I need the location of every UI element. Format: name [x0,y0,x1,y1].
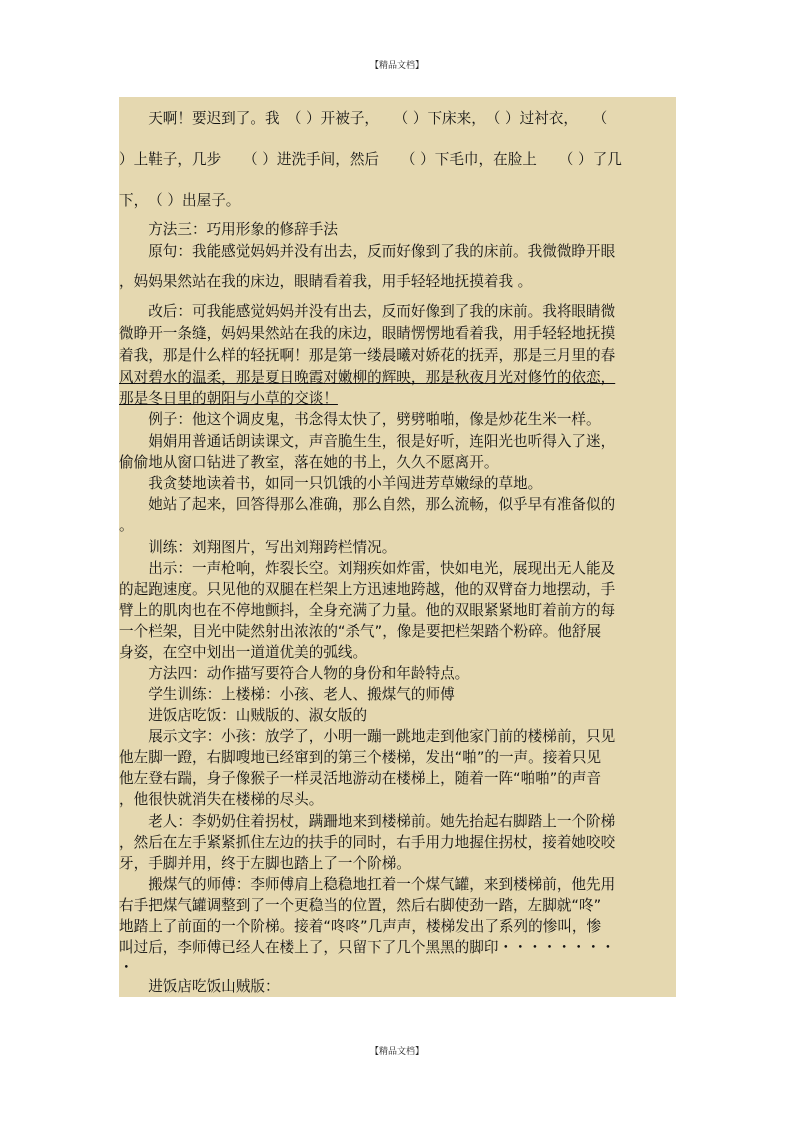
text-line: 微睁开一条缝，妈妈果然站在我的床边，眼睛愣愣地看着我，用手轻轻地抚摸 [119,325,616,342]
text-line: 叫过后，李师傅已经人在楼上了，只留下了几个黑黑的脚印・・・・・・・・ [119,939,616,956]
text-line: 我贪婪地读着书，如同一只饥饿的小羊闯进芳草嫩绿的草地。 [119,475,543,492]
underlined-line: 风对碧水的温柔，那是夏日晚霞对嫩柳的辉映，那是秋夜月光对修竹的依恋， [119,369,616,386]
text-line: 一个栏架，目光中陡然射出浓浓的“杀气”，像是要把栏架踏个粉碎。他舒展 [119,623,602,640]
text-line: 展示文字：小孩：放学了，小明一蹦一跳地走到他家门前的楼梯前，只见 [119,728,616,745]
section-heading: 方法四：动作描写要符合人物的身份和年龄特点。 [119,665,470,682]
text-line: 臂上的肌肉也在不停地颤抖，全身充满了力量。他的双眼紧紧地盯着前方的每 [119,602,616,619]
text-line: 的起跑速度。只见他的双腿在栏架上方迅速地跨越，他的双臂奋力地摆动，手 [119,581,616,598]
text-line: 例子：他这个调皮鬼，书念得太快了，劈劈啪啪，像是炒花生米一样。 [119,411,601,428]
page-footer: 【精品文档】 [369,1047,424,1057]
text-line: 地踏上了前面的一个阶梯。接着“咚咚”几声声，楼梯发出了系列的惨叫，惨 [119,918,602,935]
page-header: 【精品文档】 [369,61,424,71]
text-line: 她站了起来，回答得那么准确，那么自然，那么流畅，似乎早有准备似的 [119,496,616,513]
text-line: 牙，手脚并用，终于左脚也踏上了一个阶梯。 [119,855,411,872]
text-line: ，妈妈果然站在我的床边，眼睛看着我，用手轻轻地抚摸着我 。 [119,273,533,290]
text-line: 他左脚一蹬，右脚嗖地已经窜到的第三个楼梯，发出“啪”的一声。接着只见 [119,749,602,766]
text-line: 下， （ ）出屋子。 [119,192,241,209]
text-line: 原句：我能感觉妈妈并没有出去，反而好像到了我的床前。我微微睁开眼 [119,243,616,260]
text-line: 右手把煤气罐调整到了一个更稳当的位置，然后右脚使劲一踏，左脚就“咚” [119,897,602,914]
section-heading: 方法三：巧用形象的修辞手法 [119,221,338,238]
text-line: 他左登右踹，身子像猴子一样灵活地游动在楼梯上，随着一阵“啪啪”的声音 [119,770,602,787]
text-line: ，他很快就消失在楼梯的尽头。 [119,791,324,808]
text-line: 。 [119,517,134,534]
text-line: 训练：刘翔图片，写出刘翔跨栏情况。 [119,539,397,556]
text-line: ，然后在左手紧紧抓住左边的扶手的同时，右手用力地握住拐杖，接着她咬咬 [119,834,616,851]
text-line: 进饭店吃饭：山贼版的、淑女版的 [119,707,368,724]
text-line: ・ [119,959,134,976]
text-line: 进饭店吃饭山贼版： [119,978,280,995]
text-line: 着我，那是什么样的轻抚啊！那是第一缕晨曦对娇花的抚弄，那是三月里的春 [119,347,616,364]
text-line: 身姿，在空中划出一道道优美的弧线。 [119,644,368,661]
text-line: 学生训练：上楼梯：小孩、老人、搬煤气的师傅 [119,686,455,703]
text-line: 天啊！要迟到了。我 （ ）开被子， （ ）下床来， （ ）过衬衣， （ [119,110,608,127]
underlined-line: 那是冬日里的朝阳与小草的交谈！ [119,390,338,407]
text-line: 改后：可我能感觉妈妈并没有出去，反而好像到了我的床前。我将眼睛微 [119,303,616,320]
text-line: 老人：李奶奶住着拐杖，蹒跚地来到楼梯前。她先抬起右脚踏上一个阶梯 [119,813,616,830]
text-line: 搬煤气的师傅：李师傅肩上稳稳地扛着一个煤气罐，来到楼梯前，他先用 [119,876,616,893]
text-line: ）上鞋子，几步 （ ）进洗手间，然后 （ ）下毛巾，在脸上 （ ）了几 [119,151,622,168]
text-line: 偷偷地从窗口钻进了教室，落在她的书上，久久不愿离开。 [119,454,499,471]
text-line: 出示：一声枪响，炸裂长空。刘翔疾如炸雷，快如电光，展现出无人能及 [119,560,616,577]
text-line: 娟娟用普通话朗读课文，声音脆生生，很是好听，连阳光也听得入了迷， [119,433,616,450]
